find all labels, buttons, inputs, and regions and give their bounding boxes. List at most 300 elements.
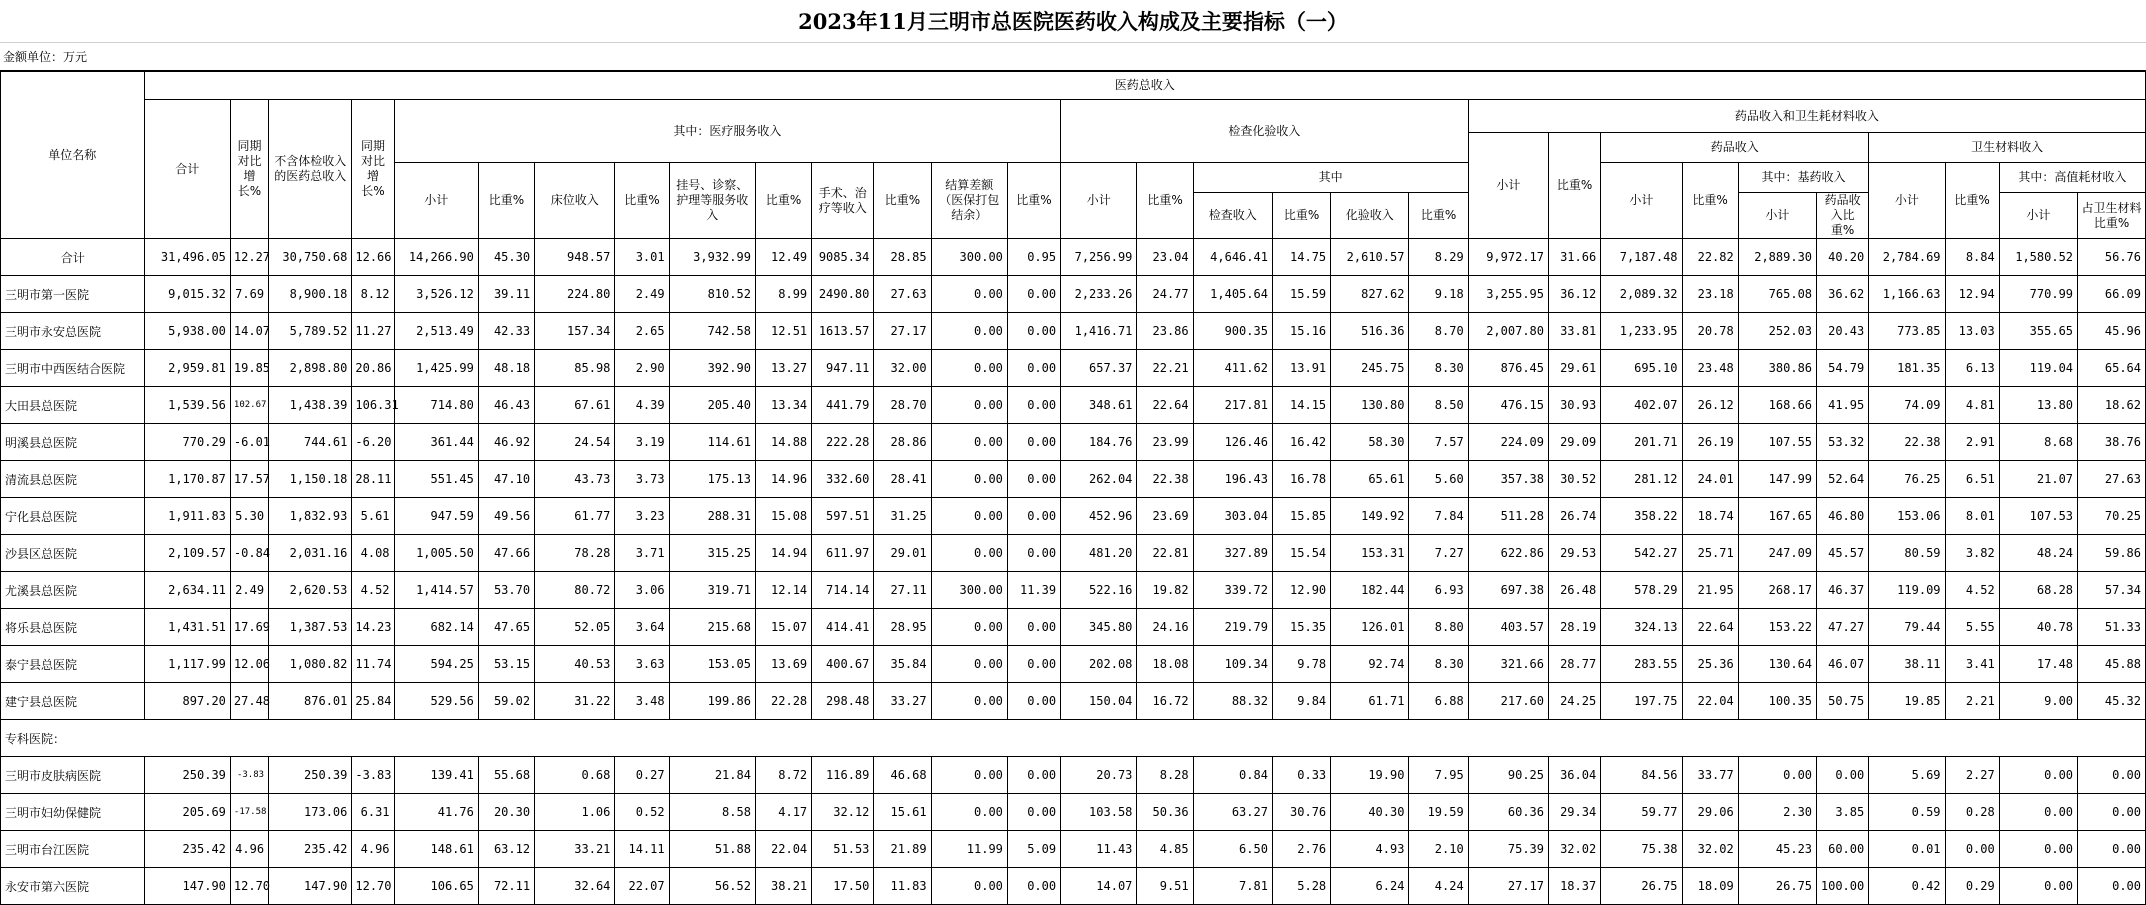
value-cell: 2,109.57	[144, 535, 230, 572]
header-total: 合计	[144, 100, 230, 239]
value-cell: 8.50	[1409, 387, 1468, 424]
value-cell: 114.61	[669, 424, 755, 461]
value-cell: 695.10	[1601, 350, 1682, 387]
value-cell: 611.97	[812, 535, 874, 572]
value-cell: 201.71	[1601, 424, 1682, 461]
value-cell: 13.34	[755, 387, 811, 424]
value-cell: 33.21	[535, 831, 615, 868]
header-material-ratio: 比重%	[1945, 163, 1999, 239]
value-cell: 48.18	[478, 350, 534, 387]
value-cell: 0.42	[1869, 868, 1945, 905]
value-cell: 30.76	[1272, 794, 1330, 831]
value-cell: 54.79	[1817, 350, 1869, 387]
value-cell: 332.60	[812, 461, 874, 498]
value-cell: -3.83	[230, 757, 268, 794]
value-cell: 27.17	[1468, 868, 1548, 905]
value-cell: 21.84	[669, 757, 755, 794]
value-cell: 53.15	[478, 646, 534, 683]
header-registration: 挂号、诊察、护理等服务收入	[669, 163, 755, 239]
empty-cell	[812, 720, 874, 757]
value-cell: 74.09	[1869, 387, 1945, 424]
value-cell: 45.88	[2078, 646, 2146, 683]
value-cell: 2.21	[1945, 683, 1999, 720]
value-cell: 542.27	[1601, 535, 1682, 572]
table-row	[1, 757, 2146, 794]
value-cell: 56.76	[2078, 239, 2146, 276]
value-cell: 205.69	[144, 794, 230, 831]
value-cell: 4.85	[1137, 831, 1193, 868]
value-cell: 46.43	[478, 387, 534, 424]
value-cell: 0.28	[1945, 794, 1999, 831]
value-cell: 2.27	[1945, 757, 1999, 794]
value-cell: 452.96	[1061, 498, 1137, 535]
value-cell: 5,789.52	[269, 313, 352, 350]
value-cell: 8.70	[1409, 313, 1468, 350]
header-high-value: 其中：高值耗材收入	[1999, 163, 2145, 193]
header-bed: 床位收入	[535, 163, 615, 239]
value-cell: 476.15	[1468, 387, 1548, 424]
income-table	[0, 71, 2146, 905]
value-cell: 139.41	[394, 757, 478, 794]
unit-name-cell: 将乐县总医院	[1, 609, 145, 646]
value-cell: 1,117.99	[144, 646, 230, 683]
value-cell: 11.39	[1007, 572, 1060, 609]
value-cell: 0.00	[931, 498, 1007, 535]
value-cell: 22.07	[615, 868, 669, 905]
value-cell: 8.72	[755, 757, 811, 794]
empty-cell	[1193, 720, 1272, 757]
empty-cell	[269, 720, 352, 757]
value-cell: 199.86	[669, 683, 755, 720]
header-material: 卫生材料收入	[1869, 133, 2146, 163]
value-cell: 29.61	[1549, 350, 1601, 387]
value-cell: 22.64	[1137, 387, 1193, 424]
value-cell: 8,900.18	[269, 276, 352, 313]
value-cell: 40.78	[1999, 609, 2077, 646]
header-surgery: 手术、治疗等收入	[812, 163, 874, 239]
value-cell: 13.27	[755, 350, 811, 387]
value-cell: 35.84	[874, 646, 931, 683]
value-cell: 12.27	[230, 239, 268, 276]
value-cell: 20.43	[1817, 313, 1869, 350]
value-cell: 63.12	[478, 831, 534, 868]
value-cell: 47.65	[478, 609, 534, 646]
value-cell: 14.15	[1272, 387, 1330, 424]
value-cell: 109.34	[1193, 646, 1272, 683]
value-cell: 217.81	[1193, 387, 1272, 424]
value-cell: 70.25	[2078, 498, 2146, 535]
value-cell: 13.80	[1999, 387, 2077, 424]
value-cell: 4.52	[352, 572, 394, 609]
table-row	[1, 424, 2146, 461]
value-cell: 3.63	[615, 646, 669, 683]
value-cell: 414.41	[812, 609, 874, 646]
value-cell: 106.31	[352, 387, 394, 424]
header-dm-subtotal: 小计	[1468, 133, 1548, 239]
value-cell: 247.09	[1738, 535, 1816, 572]
table-row	[1, 276, 2146, 313]
value-cell: 197.75	[1601, 683, 1682, 720]
empty-cell	[1682, 720, 1738, 757]
empty-cell	[478, 720, 534, 757]
value-cell: 22.81	[1137, 535, 1193, 572]
empty-cell	[230, 720, 268, 757]
value-cell: 28.41	[874, 461, 931, 498]
value-cell: 9085.34	[812, 239, 874, 276]
value-cell: 0.00	[1817, 757, 1869, 794]
value-cell: 13.69	[755, 646, 811, 683]
empty-cell	[1331, 720, 1409, 757]
unit-name-cell: 建宁县总医院	[1, 683, 145, 720]
value-cell: 2.65	[615, 313, 669, 350]
value-cell: 24.54	[535, 424, 615, 461]
value-cell: 0.00	[1007, 794, 1060, 831]
value-cell: 1,080.82	[269, 646, 352, 683]
value-cell: 13.91	[1272, 350, 1330, 387]
value-cell: 36.12	[1549, 276, 1601, 313]
table-row	[1, 831, 2146, 868]
value-cell: 119.04	[1999, 350, 2077, 387]
value-cell: 403.57	[1468, 609, 1548, 646]
header-material-subtotal: 小计	[1869, 163, 1945, 239]
value-cell: 153.06	[1869, 498, 1945, 535]
value-cell: 5,938.00	[144, 313, 230, 350]
value-cell: 15.35	[1272, 609, 1330, 646]
value-cell: 348.61	[1061, 387, 1137, 424]
header-essential-subtotal: 小计	[1738, 193, 1816, 239]
empty-cell	[1869, 720, 1945, 757]
unit-name-cell: 清流县总医院	[1, 461, 145, 498]
value-cell: 5.28	[1272, 868, 1330, 905]
value-cell: 0.00	[1007, 498, 1060, 535]
value-cell: 876.45	[1468, 350, 1548, 387]
value-cell: 33.77	[1682, 757, 1738, 794]
value-cell: 41.95	[1817, 387, 1869, 424]
value-cell: 130.64	[1738, 646, 1816, 683]
value-cell: 3,526.12	[394, 276, 478, 313]
value-cell: 46.07	[1817, 646, 1869, 683]
unit-name-cell: 泰宁县总医院	[1, 646, 145, 683]
value-cell: 3.06	[615, 572, 669, 609]
value-cell: 411.62	[1193, 350, 1272, 387]
value-cell: 357.38	[1468, 461, 1548, 498]
value-cell: 17.69	[230, 609, 268, 646]
value-cell: 26.12	[1682, 387, 1738, 424]
value-cell: 149.92	[1331, 498, 1409, 535]
report-title: 2023年11月三明市总医院医药收入构成及主要指标（一）	[0, 0, 2146, 43]
value-cell: 11.83	[874, 868, 931, 905]
value-cell: 116.89	[812, 757, 874, 794]
table-row	[1, 350, 2146, 387]
value-cell: 4.52	[1945, 572, 1999, 609]
value-cell: 481.20	[1061, 535, 1137, 572]
value-cell: 8.30	[1409, 350, 1468, 387]
value-cell: 4.24	[1409, 868, 1468, 905]
value-cell: 12.90	[1272, 572, 1330, 609]
header-high-ratio: 占卫生材料比重%	[2078, 193, 2146, 239]
empty-cell	[535, 720, 615, 757]
value-cell: 3.41	[1945, 646, 1999, 683]
value-cell: 59.77	[1601, 794, 1682, 831]
value-cell: 9.51	[1137, 868, 1193, 905]
value-cell: 0.00	[931, 868, 1007, 905]
value-cell: 16.42	[1272, 424, 1330, 461]
section-row	[1, 720, 2146, 757]
value-cell: 31.66	[1549, 239, 1601, 276]
value-cell: 283.55	[1601, 646, 1682, 683]
value-cell: 28.95	[874, 609, 931, 646]
value-cell: 2.30	[1738, 794, 1816, 831]
value-cell: 224.80	[535, 276, 615, 313]
value-cell: 19.82	[1137, 572, 1193, 609]
header-excl-test: 不含体检收入的医药总收入	[269, 100, 352, 239]
value-cell: 24.16	[1137, 609, 1193, 646]
value-cell: 810.52	[669, 276, 755, 313]
value-cell: 1,005.50	[394, 535, 478, 572]
value-cell: 17.50	[812, 868, 874, 905]
value-cell: 3,255.95	[1468, 276, 1548, 313]
value-cell: 84.56	[1601, 757, 1682, 794]
value-cell: 18.62	[2078, 387, 2146, 424]
header-drug: 药品收入	[1601, 133, 1869, 163]
table-row	[1, 387, 2146, 424]
value-cell: 2,959.81	[144, 350, 230, 387]
value-cell: 27.11	[874, 572, 931, 609]
value-cell: 50.75	[1817, 683, 1869, 720]
value-cell: 32.00	[874, 350, 931, 387]
value-cell: 224.09	[1468, 424, 1548, 461]
value-cell: 8.80	[1409, 609, 1468, 646]
value-cell: 41.76	[394, 794, 478, 831]
value-cell: 13.03	[1945, 313, 1999, 350]
value-cell: 2490.80	[812, 276, 874, 313]
value-cell: 9.00	[1999, 683, 2077, 720]
value-cell: 235.42	[144, 831, 230, 868]
value-cell: 12.66	[352, 239, 394, 276]
value-cell: 361.44	[394, 424, 478, 461]
value-cell: 119.09	[1869, 572, 1945, 609]
value-cell: 2,610.57	[1331, 239, 1409, 276]
value-cell: 0.59	[1869, 794, 1945, 831]
value-cell: 7.69	[230, 276, 268, 313]
unit-name-cell: 合计	[1, 239, 145, 276]
value-cell: 3.19	[615, 424, 669, 461]
value-cell: 12.94	[1945, 276, 1999, 313]
value-cell: 173.06	[269, 794, 352, 831]
value-cell: 23.86	[1137, 313, 1193, 350]
value-cell: 33.27	[874, 683, 931, 720]
value-cell: 45.32	[2078, 683, 2146, 720]
value-cell: 58.30	[1331, 424, 1409, 461]
value-cell: 1,233.95	[1601, 313, 1682, 350]
table-body	[1, 239, 2146, 905]
value-cell: 79.44	[1869, 609, 1945, 646]
header-settlement-ratio: 比重%	[1007, 163, 1060, 239]
value-cell: 345.80	[1061, 609, 1137, 646]
value-cell: 3,932.99	[669, 239, 755, 276]
value-cell: 25.71	[1682, 535, 1738, 572]
value-cell: 22.82	[1682, 239, 1738, 276]
empty-cell	[1007, 720, 1060, 757]
value-cell: 8.01	[1945, 498, 1999, 535]
value-cell: 3.71	[615, 535, 669, 572]
value-cell: 0.00	[2078, 757, 2146, 794]
header-dm-ratio: 比重%	[1549, 133, 1601, 239]
value-cell: 0.00	[931, 683, 1007, 720]
value-cell: 15.08	[755, 498, 811, 535]
value-cell: 26.75	[1601, 868, 1682, 905]
value-cell: 6.31	[352, 794, 394, 831]
value-cell: 184.76	[1061, 424, 1137, 461]
value-cell: 4.96	[230, 831, 268, 868]
value-cell: 876.01	[269, 683, 352, 720]
value-cell: 126.46	[1193, 424, 1272, 461]
header-essential-ratio: 药品收入比重%	[1817, 193, 1869, 239]
value-cell: 38.76	[2078, 424, 2146, 461]
value-cell: 0.00	[1007, 276, 1060, 313]
value-cell: 26.48	[1549, 572, 1601, 609]
value-cell: 6.88	[1409, 683, 1468, 720]
value-cell: 1,416.71	[1061, 313, 1137, 350]
value-cell: 102.67	[230, 387, 268, 424]
value-cell: 0.00	[1999, 831, 2077, 868]
value-cell: 40.30	[1331, 794, 1409, 831]
value-cell: 6.50	[1193, 831, 1272, 868]
header-el-ratio: 比重%	[1137, 163, 1193, 239]
value-cell: 250.39	[269, 757, 352, 794]
table-row	[1, 239, 2146, 276]
value-cell: 7.95	[1409, 757, 1468, 794]
header-drug-material: 药品收入和卫生耗材料收入	[1468, 100, 2145, 133]
value-cell: 8.58	[669, 794, 755, 831]
value-cell: 3.23	[615, 498, 669, 535]
value-cell: 40.20	[1817, 239, 1869, 276]
value-cell: 19.90	[1331, 757, 1409, 794]
value-cell: 46.68	[874, 757, 931, 794]
value-cell: 30,750.68	[269, 239, 352, 276]
value-cell: 0.00	[931, 424, 1007, 461]
table-row	[1, 461, 2146, 498]
value-cell: 300.00	[931, 239, 1007, 276]
empty-cell	[394, 720, 478, 757]
header-medical-service: 其中：医疗服务收入	[394, 100, 1061, 163]
empty-cell	[669, 720, 755, 757]
header-exam-ratio: 比重%	[1272, 193, 1330, 239]
empty-cell	[2078, 720, 2146, 757]
value-cell: 6.51	[1945, 461, 1999, 498]
value-cell: 31.22	[535, 683, 615, 720]
value-cell: 0.00	[931, 794, 1007, 831]
value-cell: 157.34	[535, 313, 615, 350]
value-cell: 765.08	[1738, 276, 1816, 313]
value-cell: 80.72	[535, 572, 615, 609]
value-cell: 22.64	[1682, 609, 1738, 646]
value-cell: 522.16	[1061, 572, 1137, 609]
value-cell: 0.00	[1999, 757, 2077, 794]
value-cell: 17.57	[230, 461, 268, 498]
value-cell: 1,405.64	[1193, 276, 1272, 313]
value-cell: 14.07	[1061, 868, 1137, 905]
value-cell: 2.76	[1272, 831, 1330, 868]
value-cell: 11.43	[1061, 831, 1137, 868]
value-cell: 23.69	[1137, 498, 1193, 535]
value-cell: 8.68	[1999, 424, 2077, 461]
value-cell: 27.17	[874, 313, 931, 350]
value-cell: 2.10	[1409, 831, 1468, 868]
value-cell: 0.01	[1869, 831, 1945, 868]
value-cell: 315.25	[669, 535, 755, 572]
value-cell: 205.40	[669, 387, 755, 424]
value-cell: 59.02	[478, 683, 534, 720]
unit-name-cell: 宁化县总医院	[1, 498, 145, 535]
value-cell: 52.05	[535, 609, 615, 646]
value-cell: 46.80	[1817, 498, 1869, 535]
value-cell: 2,634.11	[144, 572, 230, 609]
value-cell: 14.23	[352, 609, 394, 646]
value-cell: 0.33	[1272, 757, 1330, 794]
value-cell: 80.59	[1869, 535, 1945, 572]
value-cell: 32.02	[1682, 831, 1738, 868]
value-cell: 0.00	[931, 609, 1007, 646]
value-cell: 7.81	[1193, 868, 1272, 905]
value-cell: 14.11	[615, 831, 669, 868]
header-unit-name: 单位名称	[1, 72, 145, 239]
value-cell: -6.20	[352, 424, 394, 461]
value-cell: 47.10	[478, 461, 534, 498]
value-cell: 2.49	[230, 572, 268, 609]
value-cell: 107.53	[1999, 498, 2077, 535]
value-cell: 578.29	[1601, 572, 1682, 609]
value-cell: 402.07	[1601, 387, 1682, 424]
value-cell: 303.04	[1193, 498, 1272, 535]
value-cell: 42.33	[478, 313, 534, 350]
value-cell: 153.31	[1331, 535, 1409, 572]
value-cell: 24.77	[1137, 276, 1193, 313]
value-cell: 4,646.41	[1193, 239, 1272, 276]
value-cell: 3.64	[615, 609, 669, 646]
value-cell: 29.06	[1682, 794, 1738, 831]
value-cell: 51.53	[812, 831, 874, 868]
value-cell: 1,414.57	[394, 572, 478, 609]
value-cell: 4.93	[1331, 831, 1409, 868]
value-cell: 150.04	[1061, 683, 1137, 720]
value-cell: 14.75	[1272, 239, 1330, 276]
table-row	[1, 498, 2146, 535]
header-drug-ratio: 比重%	[1682, 163, 1738, 239]
value-cell: 714.14	[812, 572, 874, 609]
value-cell: 2,620.53	[269, 572, 352, 609]
value-cell: 219.79	[1193, 609, 1272, 646]
value-cell: 28.70	[874, 387, 931, 424]
value-cell: 3.73	[615, 461, 669, 498]
value-cell: 742.58	[669, 313, 755, 350]
value-cell: 1,832.93	[269, 498, 352, 535]
value-cell: 31,496.05	[144, 239, 230, 276]
value-cell: 27.63	[874, 276, 931, 313]
value-cell: 50.36	[1137, 794, 1193, 831]
value-cell: 0.68	[535, 757, 615, 794]
value-cell: 23.18	[1682, 276, 1738, 313]
value-cell: 25.84	[352, 683, 394, 720]
empty-cell	[144, 720, 230, 757]
value-cell: 100.35	[1738, 683, 1816, 720]
header-high-subtotal: 小计	[1999, 193, 2077, 239]
value-cell: 63.27	[1193, 794, 1272, 831]
value-cell: 153.05	[669, 646, 755, 683]
value-cell: 47.66	[478, 535, 534, 572]
value-cell: 59.86	[2078, 535, 2146, 572]
value-cell: 215.68	[669, 609, 755, 646]
